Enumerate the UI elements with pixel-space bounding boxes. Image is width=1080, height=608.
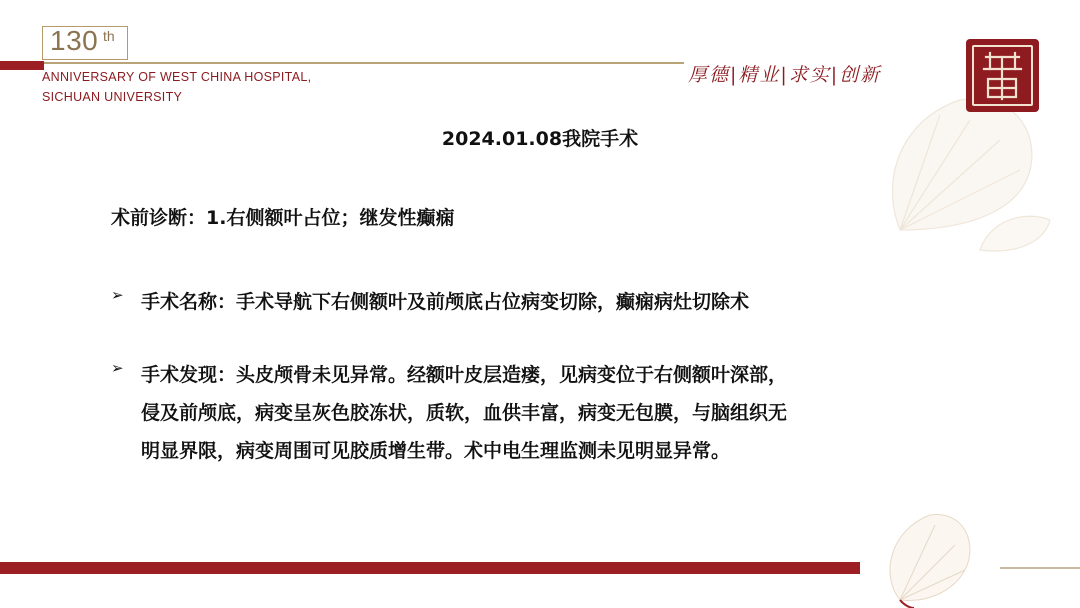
ginkgo-leaf-icon	[870, 505, 980, 608]
hospital-seal-icon	[966, 39, 1039, 112]
list-item	[111, 283, 749, 321]
anniversary-superscript: th	[103, 28, 115, 44]
surgery-findings-line: 手术发现：头皮颅骨未见异常。经额叶皮层造瘘，见病变位于右侧额叶深部，	[141, 364, 788, 386]
footer-accent-bar	[0, 562, 860, 574]
preoperative-diagnosis: 术前诊断：1.右侧额叶占位；继发性癫痫	[111, 207, 455, 229]
header-accent-bar	[0, 61, 44, 70]
surgery-findings-line: 明显界限，病变周围可见胶质增生带。术中电生理监测未见明显异常。	[141, 440, 731, 462]
hospital-name-line2: SICHUAN UNIVERSITY	[42, 90, 183, 104]
hospital-motto: 厚德|精业|求实|创新	[688, 64, 882, 86]
slide-heading: 2024.01.08我院手术	[441, 128, 639, 150]
list-item	[111, 356, 787, 470]
surgery-name-text: 手术名称：手术导航下右侧额叶及前颅底占位病变切除，癫痫病灶切除术	[141, 291, 750, 313]
anniversary-number: 130	[50, 25, 99, 56]
header-divider	[44, 62, 684, 64]
footer-divider	[1000, 567, 1080, 569]
triangle-arrow-icon: ➢	[111, 286, 124, 304]
triangle-arrow-icon: ➢	[111, 359, 124, 377]
surgery-findings-line: 侵及前颅底，病变呈灰色胶冻状，质软，血供丰富，病变无包膜，与脑组织无	[141, 402, 788, 424]
hospital-name-line1: ANNIVERSARY OF WEST CHINA HOSPITAL,	[42, 70, 312, 84]
surgery-findings	[141, 356, 787, 470]
